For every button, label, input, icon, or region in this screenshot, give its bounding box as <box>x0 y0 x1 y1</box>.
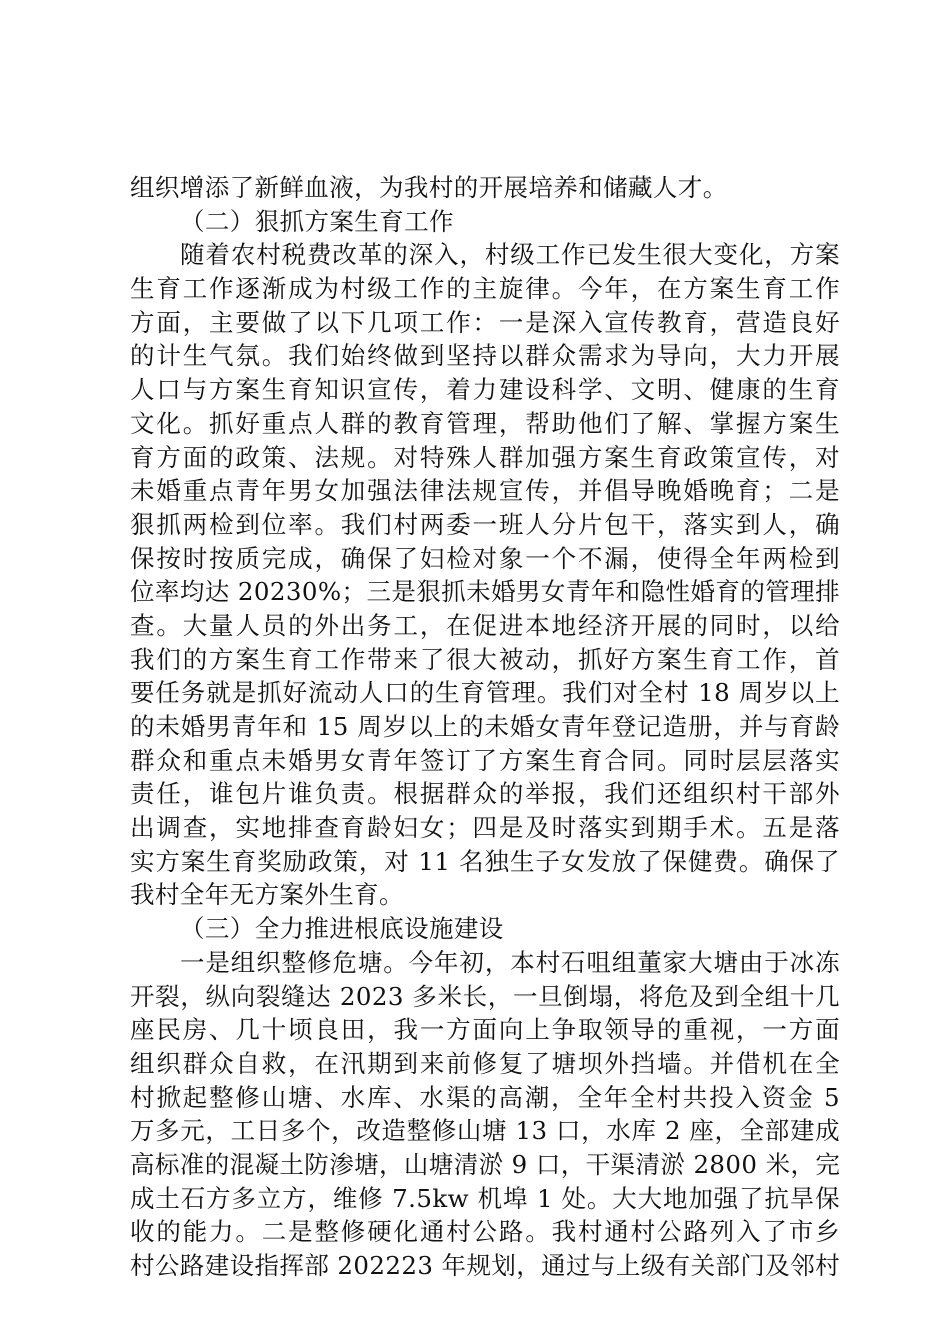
text-line: 的未婚男青年和 15 周岁以上的未婚女青年登记造册，并与育龄 <box>130 712 840 741</box>
text-line: 实方案生育奖励政策，对 11 名独生子女发放了保健费。确保了 <box>130 846 840 876</box>
text-line: 生育工作逐渐成为村级工作的主旋律。今年，在方案生育工作 <box>130 274 840 304</box>
text-line: 我们的方案生育工作带来了很大被动，抓好方案生育工作，首 <box>130 644 840 674</box>
text-line: 人口与方案生育知识宣传，着力建设科学、文明、健康的生育 <box>130 375 840 405</box>
text-line: 查。大量人员的外出务工，在促进本地经济开展的同时，以给 <box>130 610 840 640</box>
text-line: 村公路建设指挥部 202223 年规划，通过与上级有关部门及邻村 <box>130 1251 840 1280</box>
text-line: 方面，主要做了以下几项工作：一是深入宣传教育，营造良好 <box>130 307 840 337</box>
text-line: 组织群众自救，在汛期到来前修复了塘坝外挡墙。并借机在全 <box>130 1048 840 1078</box>
text-line: 一是组织整修危塘。今年初，本村石咀组董家大塘由于冰冻 <box>180 947 840 977</box>
text-line: 高标准的混凝土防渗塘，山塘清淤 9 口，干渠清淤 2800 米，完 <box>130 1149 841 1179</box>
text-line: 要任务就是抓好流动人口的生育管理。我们对全村 18 周岁以上 <box>130 678 840 708</box>
section-heading: （二）狠抓方案生育工作 <box>180 206 454 236</box>
text-line: 我村全年无方案外生育。 <box>130 880 404 910</box>
text-line: 文化。抓好重点人群的教育管理，帮助他们了解、掌握方案生 <box>130 408 840 438</box>
text-line: 责任，谁包片谁负责。根据群众的举报，我们还组织村干部外 <box>130 779 840 809</box>
text-line: 随着农村税费改革的深入，村级工作已发生很大变化，方案 <box>180 240 840 270</box>
text-line: 育方面的政策、法规。对特殊人群加强方案生育政策宣传，对 <box>130 442 840 472</box>
text-line: 成土石方多立方，维修 7.5kw 机埠 1 处。大大地加强了抗旱保 <box>130 1183 840 1213</box>
text-line: 群众和重点未婚男女青年签订了方案生育合同。同时层层落实 <box>130 745 840 775</box>
section-heading: （三）全力推进根底设施建设 <box>180 914 504 944</box>
body-text <box>130 171 840 1283</box>
text-line: 组织增添了新鲜血液，为我村的开展培养和储藏人才。 <box>130 173 728 202</box>
text-line: 座民房、几十顷良田，我一方面向上争取领导的重视，一方面 <box>130 1015 840 1045</box>
text-line: 出调查，实地排查育龄妇女；四是及时落实到期手术。五是落 <box>130 813 840 843</box>
text-line: 未婚重点青年男女加强法律法规宣传，并倡导晚婚晚育；二是 <box>130 476 840 506</box>
text-line: 收的能力。二是整修硬化通村公路。我村通村公路列入了市乡 <box>130 1217 840 1247</box>
text-line: 开裂，纵向裂缝达 2023 多米长，一旦倒塌，将危及到全组十几 <box>130 981 840 1011</box>
text-line: 万多元，工日多个，改造整修山塘 13 口，水库 2 座，全部建成 <box>130 1116 840 1146</box>
text-line: 位率均达 20230%；三是狠抓未婚男女青年和隐性婚育的管理排 <box>130 577 840 607</box>
text-line: 村掀起整修山塘、水库、水渠的高潮，全年全村共投入资金 5 <box>130 1082 840 1112</box>
text-line: 狠抓两检到位率。我们村两委一班人分片包干，落实到人，确 <box>130 509 840 539</box>
text-line: 保按时按质完成，确保了妇检对象一个不漏，使得全年两检到 <box>130 543 840 573</box>
text-line: 的计生气氛。我们始终做到坚持以群众需求为导向，大力开展 <box>130 341 840 371</box>
